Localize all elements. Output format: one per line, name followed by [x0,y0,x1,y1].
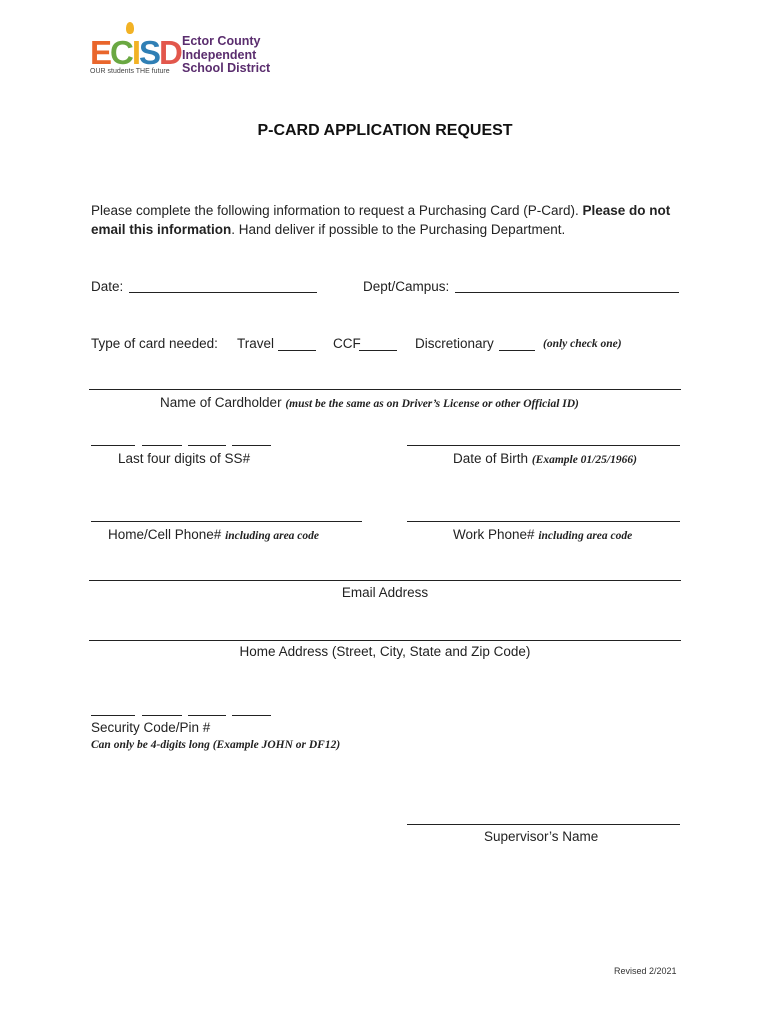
supervisor-label: Supervisor’s Name [484,829,599,844]
work-phone-field[interactable] [407,521,680,522]
card-type-label: Type of card needed: [91,336,218,351]
district-name: Ector County Independent School District [182,34,271,75]
ccf-label: CCF [333,336,361,351]
home-phone-label: Home/Cell Phone# including area code [108,527,320,542]
date-field[interactable] [129,292,317,293]
pin-char-3-field[interactable] [188,715,226,716]
security-code-label: Security Code/Pin # [91,720,211,735]
ss-digit-3-field[interactable] [188,445,226,446]
home-address-field[interactable] [89,640,681,641]
pin-char-2-field[interactable] [142,715,182,716]
ss-digit-4-field[interactable] [232,445,271,446]
cardholder-name-field[interactable] [89,389,681,390]
ss-digit-2-field[interactable] [142,445,182,446]
travel-check-field[interactable] [278,350,316,351]
travel-label: Travel [237,336,275,351]
dob-field[interactable] [407,445,680,446]
page-title: P-CARD APPLICATION REQUEST [257,122,513,139]
home-phone-field[interactable] [91,521,362,522]
dept-campus-field[interactable] [455,292,679,293]
email-label: Email Address [341,585,429,600]
pin-char-4-field[interactable] [232,715,271,716]
date-label: Date: [91,279,124,294]
dob-label: Date of Birth (Example 01/25/1966) [453,451,637,466]
cardholder-label: Name of Cardholder (must be the same as on Driver’s License or other Official ID) [160,395,579,410]
logo-letters: ECISD [90,34,181,71]
discretionary-label: Discretionary [415,336,494,351]
torch-flame-icon [126,22,134,34]
logo-tagline: OUR students THE future [90,68,170,75]
revised-date: Revised 2/2021 [614,966,677,976]
work-phone-label: Work Phone# including area code [453,527,633,542]
discretionary-check-field[interactable] [499,350,535,351]
only-check-one-note: (only check one) [543,338,622,350]
ecisd-logo [90,22,280,78]
supervisor-name-field[interactable] [407,824,680,825]
security-code-note: Can only be 4-digits long (Example JOHN or DF12) [91,739,341,751]
dept-campus-label: Dept/Campus: [363,279,450,294]
ccf-check-field[interactable] [359,350,397,351]
pin-char-1-field[interactable] [91,715,135,716]
ss-label: Last four digits of SS# [118,451,251,466]
email-field[interactable] [89,580,681,581]
intro-paragraph: Please complete the following information to request a Purchasing Card (P-Card). Please do not email this information. Hand deliver if possible to the Purchasing Department. [91,203,671,237]
home-address-label: Home Address (Street, City, State and Zip Code) [239,644,531,659]
ss-digit-1-field[interactable] [91,445,135,446]
